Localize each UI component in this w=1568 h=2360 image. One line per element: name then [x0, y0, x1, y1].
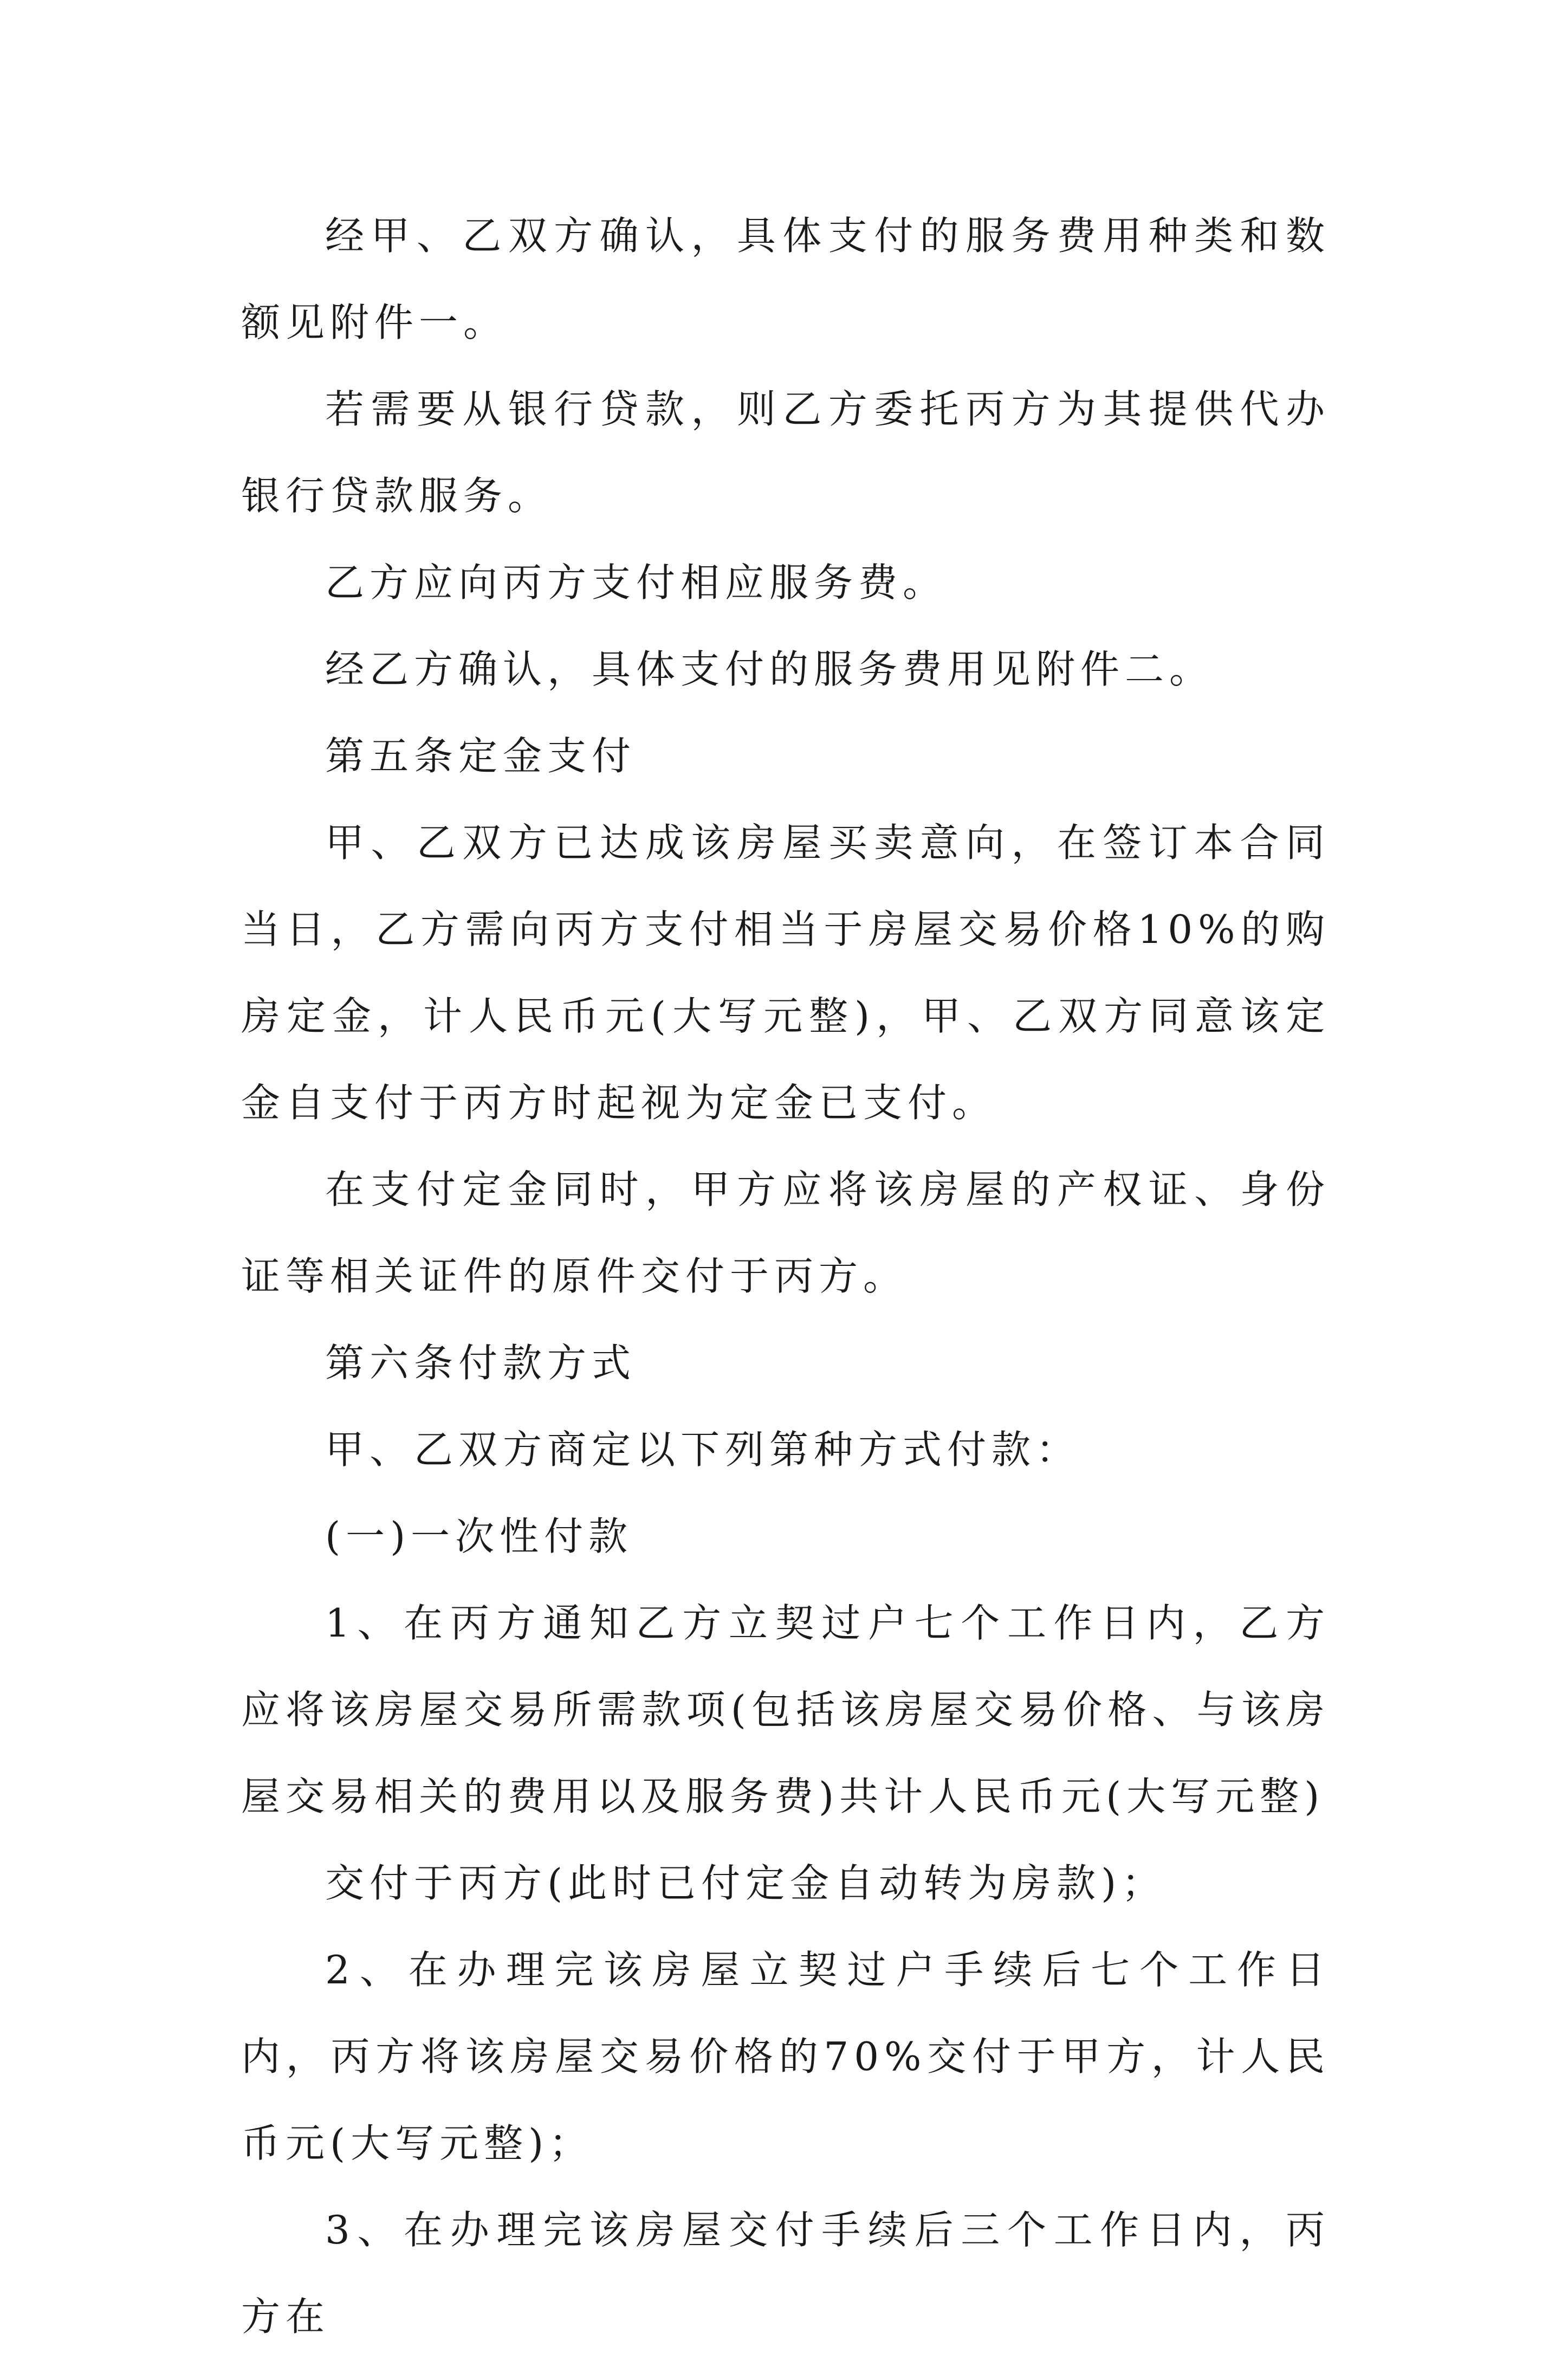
paragraph-item-one: 1、在丙方通知乙方立契过户七个工作日内，乙方应将该房屋交易所需款项(包括该房屋交易价格、与该房屋交易相关的费用以及服务费)共计人民币元(大写元整): [241, 1600, 1330, 1819]
paragraph-service-fee: 乙方应向丙方支付相应服务费。: [325, 560, 948, 605]
paragraph-item-one-continued: 交付于丙方(此时已付定金自动转为房款)；: [325, 1860, 1167, 1906]
paragraph-payment-method: 甲、乙双方商定以下列第种方式付款：: [325, 1427, 1081, 1472]
paragraph-fee-confirmation: 经甲、乙双方确认，具体支付的服务费用种类和数额见附件一。: [241, 213, 1330, 345]
paragraph-item-three: 3、在办理完该房屋交付手续后三个工作日内，丙方在: [241, 2207, 1330, 2339]
paragraph-deposit-terms: 甲、乙双方已达成该房屋买卖意向，在签订本合同当日，乙方需向丙方支付相当于房屋交易价格10%的购房定金，计人民币元(大写元整)，甲、乙双方同意该定金自支付于丙方时起视为定金已支付。: [241, 820, 1330, 1126]
document-body: [241, 192, 1330, 2360]
article-six-heading: 第六条付款方式: [325, 1340, 637, 1386]
paragraph-certificates-handover: 在支付定金同时，甲方应将该房屋的产权证、身份证等相关证件的原件交付于丙方。: [241, 1167, 1330, 1299]
paragraph-fee-attachment-two: 经乙方确认，具体支付的服务费用见附件二。: [325, 646, 1214, 692]
article-five-heading: 第五条定金支付: [325, 733, 637, 779]
paragraph-bank-loan: 若需要从银行贷款，则乙方委托丙方为其提供代办银行贷款服务。: [241, 386, 1330, 519]
subheading-lump-sum: (一)一次性付款: [325, 1514, 633, 1559]
paragraph-item-two: 2、在办理完该房屋立契过户手续后七个工作日内，丙方将该房屋交易价格的70%交付于甲方，计人民币元(大写元整)；: [241, 1947, 1330, 2166]
